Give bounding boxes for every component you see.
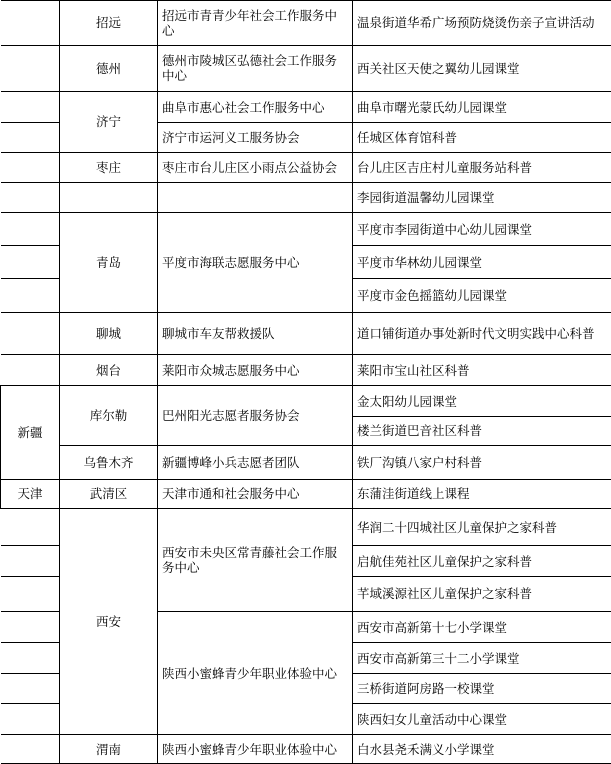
province-cell — [1, 355, 60, 386]
site-cell: 任城区体育馆科普 — [353, 123, 611, 152]
site-cell: 白水县尧禾满义小学课堂 — [353, 735, 611, 764]
city-cell: 招远 — [60, 1, 158, 46]
site-cell: 西关社区天使之翼幼儿园课堂 — [353, 45, 611, 92]
site-cell: 楼兰街道巴音社区科普 — [353, 416, 611, 445]
city-cell: 乌鲁木齐 — [60, 446, 158, 479]
org-cell: 平度市海联志愿服务中心 — [158, 213, 353, 312]
province-cell — [1, 508, 60, 545]
table-row — [1, 92, 611, 123]
city-cell: 聊城 — [60, 312, 158, 355]
province-cell — [1, 92, 60, 123]
table-row — [1, 508, 611, 545]
province-cell — [1, 183, 60, 213]
site-cell: 西安市高新第三十二小学课堂 — [353, 643, 611, 673]
org-cell: 莱阳市众城志愿服务中心 — [158, 355, 353, 386]
site-cell: 莱阳市宝山社区科普 — [353, 355, 611, 386]
table-row — [1, 735, 611, 764]
table-row — [1, 355, 611, 386]
province-cell — [1, 213, 60, 245]
city-cell: 青岛 — [60, 213, 158, 312]
table-row — [1, 152, 611, 182]
site-cell: 温泉街道华希广场预防烧烫伤亲子宣讲活动 — [353, 1, 611, 46]
province-cell — [1, 546, 60, 576]
site-cell: 台儿庄区吉庄村儿童服务站科普 — [353, 152, 611, 182]
site-cell: 道口铺街道办事处新时代文明实践中心科普 — [353, 312, 611, 355]
site-cell: 东蒲洼街道线上课程 — [353, 479, 611, 508]
province-cell — [1, 245, 60, 278]
province-cell — [1, 279, 60, 312]
org-cell: 陕西小蜜蜂青少年职业体验中心 — [158, 735, 353, 764]
table-row — [1, 386, 611, 416]
org-cell: 济宁市运河义工服务协会 — [158, 123, 353, 152]
city-cell: 德州 — [60, 45, 158, 92]
site-cell: 启航佳苑社区儿童保护之家科普 — [353, 546, 611, 576]
city-cell: 武清区 — [60, 479, 158, 508]
org-cell: 枣庄市台儿庄区小雨点公益协会 — [158, 152, 353, 182]
province-cell — [1, 612, 60, 643]
city-cell: 渭南 — [60, 735, 158, 764]
site-cell: 西安市高新第十七小学课堂 — [353, 612, 611, 643]
site-cell: 陕西妇女儿童活动中心课堂 — [353, 704, 611, 735]
table-row — [1, 45, 611, 92]
table-row — [1, 312, 611, 355]
org-cell — [158, 183, 353, 213]
table-row — [1, 183, 611, 213]
table-row — [1, 213, 611, 245]
province-cell — [1, 312, 60, 355]
site-cell: 平度市金色摇篮幼儿园课堂 — [353, 279, 611, 312]
province-cell — [1, 673, 60, 703]
site-cell: 李园街道温馨幼儿园课堂 — [353, 183, 611, 213]
site-cell: 曲阜市曙光蒙氏幼儿园课堂 — [353, 92, 611, 123]
site-cell: 平度市李园街道中心幼儿园课堂 — [353, 213, 611, 245]
table-row — [1, 446, 611, 479]
org-cell: 聊城市车友帮救援队 — [158, 312, 353, 355]
site-cell: 三桥街道阿房路一校课堂 — [353, 673, 611, 703]
org-cell: 陕西小蜜蜂青少年职业体验中心 — [158, 612, 353, 735]
site-cell: 华润二十四城社区儿童保护之家科普 — [353, 508, 611, 545]
site-cell: 芊域溪源社区儿童保护之家科普 — [353, 576, 611, 611]
province-cell — [1, 123, 60, 152]
org-cell: 招远市青青少年社会工作服务中心 — [158, 1, 353, 46]
city-cell: 枣庄 — [60, 152, 158, 182]
province-cell — [1, 152, 60, 182]
province-cell — [1, 735, 60, 764]
province-cell — [1, 45, 60, 92]
table-row — [1, 1, 611, 46]
province-cell — [1, 1, 60, 46]
site-cell: 金太阳幼儿园课堂 — [353, 386, 611, 416]
province-cell — [1, 704, 60, 735]
table-row — [1, 479, 611, 508]
city-cell — [60, 183, 158, 213]
org-cell: 西安市未央区常青藤社会工作服务中心 — [158, 508, 353, 611]
org-cell: 新疆博峰小兵志愿者团队 — [158, 446, 353, 479]
province-cell — [1, 576, 60, 611]
province-cell: 天津 — [1, 479, 60, 508]
city-cell: 烟台 — [60, 355, 158, 386]
org-cell: 德州市陵城区弘德社会工作服务中心 — [158, 45, 353, 92]
province-cell — [1, 643, 60, 673]
province-cell: 新疆 — [1, 386, 60, 479]
org-cell: 曲阜市惠心社会工作服务中心 — [158, 92, 353, 123]
city-cell: 西安 — [60, 508, 158, 735]
site-cell: 平度市华林幼儿园课堂 — [353, 245, 611, 278]
city-cell: 济宁 — [60, 92, 158, 153]
city-cell: 库尔勒 — [60, 386, 158, 446]
site-cell: 铁厂沟镇八家户村科普 — [353, 446, 611, 479]
org-cell: 巴州阳光志愿者服务协会 — [158, 386, 353, 446]
org-cell: 天津市通和社会服务中心 — [158, 479, 353, 508]
